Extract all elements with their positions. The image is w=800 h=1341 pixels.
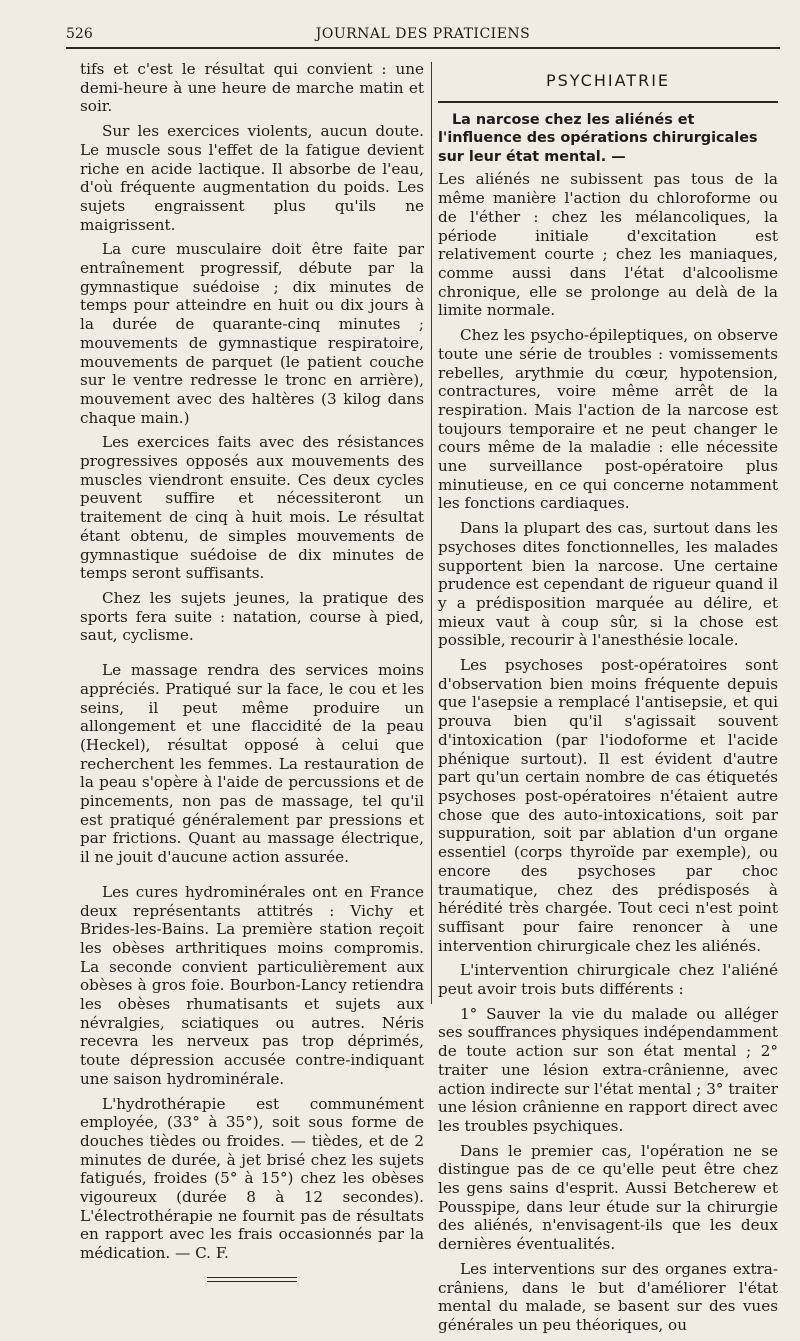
paragraph: Les aliénés ne subissent pas tous de la même manière l'action du chloroforme ou de l'éther : chez les mélancoliques, la période initiale d'excitation est relativement courte ; chez les maniaques, comme aussi dans l'état d'alcoolisme chronique, elle se prolonge au delà de la limite normale. (438, 170, 778, 320)
paragraph: Le massage rendra des services moins appréciés. Pratiqué sur la face, le cou et les seins, il peut même produire un allongement et une flaccidité de la peau (Heckel), résultat opposé à celui que recherchent les femmes. La restauration de la peau s'opère à l'aide de percussions et de pincements, non pas de massage, tel qu'il est pratiqué généralement par pressions et par frictions. Quant au massage électrique, il ne jouit d'aucune action assurée. (80, 661, 424, 867)
page-number: 526 (66, 26, 93, 42)
paragraph: Dans la plupart des cas, surtout dans les psychoses dites fonctionnelles, les malades supportent bien la narcose. Une certaine prudence est cependant de rigueur quand il y a prédisposition marquée au délire, et mieux vaut à coup sûr, si la chose est possible, recourir à l'anesthésie locale. (438, 519, 778, 650)
paragraph: Dans le premier cas, l'opération ne se distingue pas de ce qu'elle peut être chez les gens sains d'esprit. Aussi Betcherew et Pousspipe, dans leur étude sur la chirurgie des aliénés, n'envisagent-ils que les deux dernières éventualités. (438, 1141, 778, 1254)
column-divider (431, 62, 432, 1004)
paragraph: L'intervention chirurgicale chez l'aliéné peut avoir trois buts différents : (438, 961, 778, 999)
paragraph: La cure musculaire doit être faite par entraînement progressif, débute par la gymnastique suédoise ; dix minutes de temps pour atteindre en huit ou dix jours à la durée de quarante-cinq minutes ; mouvements de gymnastique respiratoire, mouvements de parquet (le patient couche sur le ventre redresse le tronc en arrière), mouvement avec des haltères (3 kilog dans chaque main.) (80, 240, 424, 427)
paragraph: Les cures hydrominérales ont en France deux représentants attitrés : Vichy et Brides-les-Bains. La première station reçoit les obèses arthritiques moins compromis. La seconde convient particulièrement aux obèses à gros foie. Bourbon-Lancy retiendra les obèses rhumatisants et sujets aux névralgies, sciatiques ou autres. Néris recevra les nerveux pas trop déprimés, toute dépression accusée contre-indiquant une saison hydrominérale. (80, 882, 424, 1088)
paragraph: Les interventions sur des organes extra-crâniens, dans le but d'améliorer l'état mental du malade, se basent sur des vues générales un peu théoriques, ou (438, 1259, 778, 1334)
paragraph: Sur les exercices violents, aucun doute. Le muscle sous l'effet de la fatigue devient riche en acide lactique. Il absorbe de l'eau, d'où fréquente augmentation du poids. Les sujets engraissent plus qu'ils ne maigrissent. (80, 122, 424, 234)
left-column (80, 60, 424, 1282)
paragraph: Chez les psycho-épileptiques, on observe toute une série de troubles : vomissements rebelles, arythmie du cœur, hypotension, contractures, voire même arrêt de la respiration. Mais l'action de la narcose est toujours temporaire et ne peut changer le cours même de la maladie : elle nécessite une surveillance post-opératoire plus minutieuse, en ce qui concerne notamment les fonctions cardiaques. (438, 326, 778, 513)
paragraph: 1° Sauver la vie du malade ou alléger ses souffrances physiques indépendamment de toute action sur son état mental ; 2° traiter une lésion extra-crânienne, avec action indirecte sur l'état mental ; 3° traiter une lésion crânienne en rapport direct avec les troubles psychiques. (438, 1004, 778, 1135)
paragraph: L'hydrothérapie est communément employée, (33° à 35°), soit sous forme de douches tièdes ou froides. — tièdes, et de 2 minutes de durée, à jet brisé chez les sujets fatigués, froides (5° à 15°) chez les obèses vigoureux (durée 8 à 12 secondes). L'électrothérapie ne fournit pas de résultats en rapport avec les frais occasionnés par la médication. — C. F. (80, 1094, 424, 1263)
paragraph: tifs et c'est le résultat qui convient : une demi-heure à une heure de marche matin et soir. (80, 60, 424, 116)
running-title: JOURNAL DES PRATICIENS (315, 26, 531, 42)
article-title: La narcose chez les aliénés et l'influence des opérations chirurgicales sur leur état mental. — (438, 111, 758, 165)
paragraph: Les exercices faits avec des résistances progressives opposés aux mouvements des muscles viendront ensuite. Ces deux cycles peuvent suffire et nécessiteront un traitement de cinq à huit mois. Le résultat étant obtenu, de simples mouvements de gymnastique suédoise de dix minutes de temps seront suffisants. (80, 433, 424, 583)
right-column (438, 60, 778, 1341)
paragraph: Chez les sujets jeunes, la pratique des sports fera suite : natation, course à pied, saut, cyclisme. (80, 588, 424, 645)
header-rule (66, 47, 780, 49)
page-header (66, 26, 780, 48)
end-rule (207, 1277, 297, 1282)
paragraph: Les psychoses post-opératoires sont d'observation bien moins fréquente depuis que l'asepsie a remplacé l'antisepsie, et qui prouva bien qu'il s'agissait souvent d'intoxication (par l'iodoforme et l'acide phénique surtout). Il est évident d'autre part qu'un certain nombre de cas étiquetés psychoses post-opératoires n'étaient autre chose que des auto-intoxications, soit par suppuration, soit par ablation d'un organe essentiel (corps thyroïde par exemple), ou encore des psychoses par choc traumatique, chez des prédisposés à hérédité très chargée. Tout ceci n'est point suffisant pour faire renoncer à une intervention chirurgicale chez les aliénés. (438, 656, 778, 955)
section-rule (438, 101, 778, 103)
section-title: PSYCHIATRIE (545, 71, 671, 90)
